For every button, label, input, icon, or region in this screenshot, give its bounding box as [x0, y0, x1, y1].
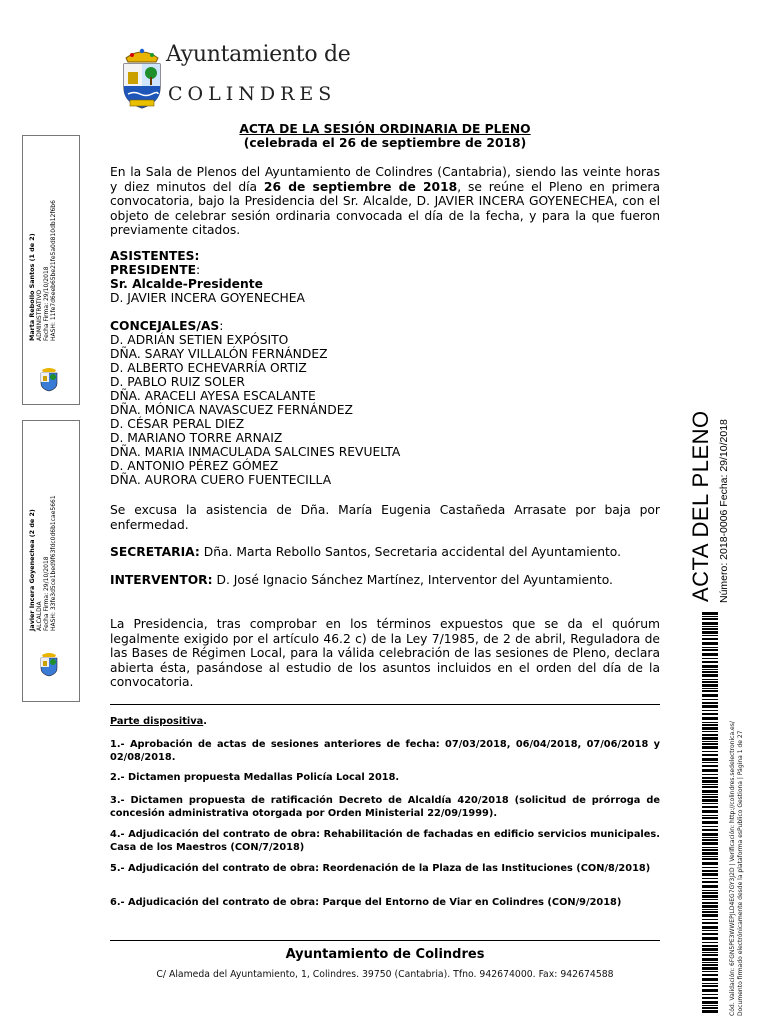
councillor-item: DÑA. MÓNICA NAVASCUEZ FERNÁNDEZ	[110, 403, 353, 417]
councillor-item: D. ANTONIO PÉREZ GÓMEZ	[110, 459, 279, 473]
barcode	[702, 612, 718, 1015]
opening-paragraph: La Presidencia, tras comprobar en los términos expuestos que se da el quórum legalmente exigido por el artículo 46.2 c) de la Ley 7/1985, de 2 de abril, Reguladora de las Bases de Régimen Local, para la válida celebración de las sesiones de Pleno, declara abierta ésta, pasándose al estudio de los asuntos incluidos en el orden del día de la convocatoria.	[110, 617, 660, 689]
councillor-item: D. CÉSAR PERAL DIEZ	[110, 417, 245, 431]
signature-text: Marta Rebollo Santos (1 de 2) ADMINISTRATIVO Fecha Firma: 29/10/2018 HASH: 11fe7d6eeb65be21fe5a0d810db12f6b6	[28, 200, 57, 341]
footer-divider	[110, 940, 660, 941]
coat-of-arms-icon	[39, 653, 59, 677]
councillor-item: D. ADRIÁN SETIEN EXPÓSITO	[110, 333, 289, 347]
agenda-item: 2.- Dictamen propuesta Medallas Policía Local 2018.	[110, 772, 400, 783]
acta-del-pleno-label: ACTA DEL PLENO	[688, 410, 713, 602]
coat-of-arms-logo	[118, 44, 166, 110]
president-heading: PRESIDENTE:	[110, 263, 201, 277]
president-name: D. JAVIER INCERA GOYENECHEA	[110, 291, 305, 305]
agenda-heading: Parte dispositiva.	[110, 716, 208, 727]
councillor-item: DÑA. AURORA CUERO FUENTECILLA	[110, 473, 332, 487]
president-role: Sr. Alcalde-Presidente	[110, 277, 263, 291]
agenda-item: 5.- Adjudicación del contrato de obra: Reordenación de la Plaza de las Instituciones (CON/8/2018)	[110, 863, 651, 874]
excuse-paragraph: Se excusa la asistencia de Dña. María Eugenia Castañeda Arrasate por baja por enfermedad.	[110, 503, 660, 532]
auditor-line: INTERVENTOR: D. José Ignacio Sánchez Martínez, Interventor del Ayuntamiento.	[110, 573, 613, 587]
divider	[110, 704, 660, 705]
document-title: ACTA DE LA SESIÓN ORDINARIA DE PLENO	[239, 122, 531, 136]
councillor-item: DÑA. ARACELI AYESA ESCALANTE	[110, 389, 316, 403]
councillors-heading: CONCEJALES/AS:	[110, 319, 224, 333]
councillor-item: DÑA. MARIA INMACULADA SALCINES REVUELTA	[110, 445, 401, 459]
org-name-line1: Ayuntamiento de	[166, 42, 351, 67]
agenda-item: 3.- Dictamen propuesta de ratificación Decreto de Alcaldía 420/2018 (solicitud de prórroga de concesión administrativa otorgada por Orden Ministerial 22/09/1999).	[110, 795, 660, 819]
validation-code: Cód. Validación: 6FGN5PE3WWEPJLD4EG7GY3J2D | Verificación: http://colindres.sedelectronica.es/ Documento firmado electrónicamente desde la plataforma esPublico Gestiona | Página 1 de 27	[729, 721, 744, 1016]
agenda-item: 6.- Adjudicación del contrato de obra: Parque del Entorno de Viar en Colindres (CON/9/2018)	[110, 897, 622, 908]
org-name-line2: COLINDRES	[168, 83, 337, 105]
signature-text: Javier Incera Goyenechea (2 de 2) ALCALDIA Fecha Firma: 29/10/2018 HASH: 33fe3d5ce1bed9f63fdc0d6b1cae5661	[28, 495, 57, 631]
agenda-item: 4.- Adjudicación del contrato de obra: Rehabilitación de fachadas en edificio servicios municipales. Casa de los Maestros (CON/7/2018)	[110, 829, 660, 853]
footer-title: Ayuntamiento de Colindres	[285, 947, 485, 962]
councillor-item: D. MARIANO TORRE ARNAIZ	[110, 431, 283, 445]
councillor-item: DÑA. SARAY VILLALÓN FERNÁNDEZ	[110, 347, 328, 361]
attendees-heading: ASISTENTES:	[110, 249, 200, 263]
signature-box	[22, 420, 80, 702]
signature-box	[22, 135, 80, 405]
footer-address: C/ Alameda del Ayuntamiento, 1, Colindres. 39750 (Cantabria). Tfno. 942674000. Fax: 942674588	[156, 969, 614, 980]
agenda-item: 1.- Aprobación de actas de sesiones anteriores de fecha: 07/03/2018, 06/04/2018, 07/06/2018 y 02/08/2018.	[110, 739, 660, 763]
number-date-label: Número: 2018-0006 Fecha: 29/10/2018	[718, 419, 730, 603]
coat-of-arms-icon	[39, 368, 59, 392]
councillor-item: D. PABLO RUIZ SOLER	[110, 375, 245, 389]
councillor-item: D. ALBERTO ECHEVARRÍA ORTIZ	[110, 361, 307, 375]
document-subtitle: (celebrada el 26 de septiembre de 2018)	[243, 136, 527, 150]
secretary-line: SECRETARIA: Dña. Marta Rebollo Santos, Secretaria accidental del Ayuntamiento.	[110, 545, 622, 559]
intro-paragraph: En la Sala de Plenos del Ayuntamiento de Colindres (Cantabria), siendo las veinte horas y diez minutos del día 26 de septiembre de 2018, se reúne el Pleno en primera convocatoria, bajo la Presidencia del Sr. Alcalde, D. JAVIER INCERA GOYENECHEA, con el objeto de celebrar sesión ordinaria convocada el día de la fecha, y para la que fueron previamente citados.	[110, 165, 660, 237]
